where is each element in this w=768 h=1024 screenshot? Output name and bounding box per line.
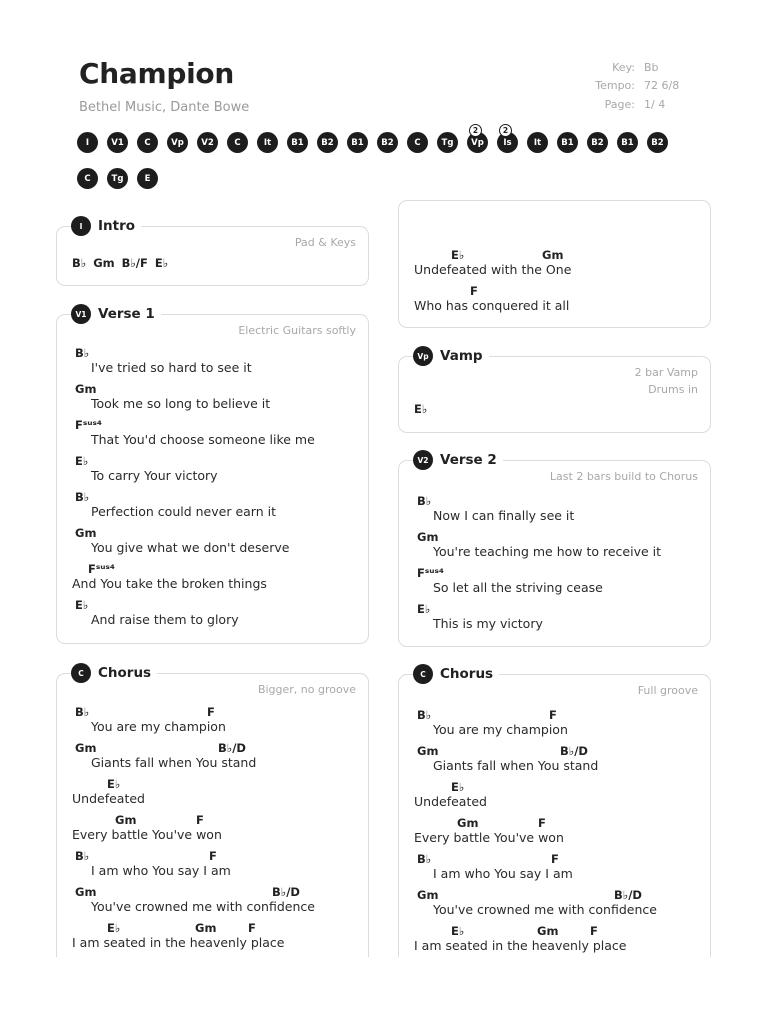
section-header bbox=[71, 304, 161, 324]
right-column bbox=[398, 0, 713, 957]
lyric-line: Giants fall when You stand bbox=[91, 755, 257, 770]
chord-symbol: Gm bbox=[75, 526, 97, 540]
lyric-line: Undefeated with the One bbox=[414, 262, 572, 277]
section-title: Chorus bbox=[98, 665, 152, 681]
flow-chip-e[interactable]: E bbox=[137, 168, 158, 189]
section-tag-badge[interactable]: I bbox=[71, 216, 91, 236]
section-note bbox=[638, 682, 698, 699]
lyric-line: I am who You say I am bbox=[433, 866, 573, 881]
section-title: Vamp bbox=[440, 348, 483, 364]
repeat-count-badge: 2 bbox=[499, 124, 512, 137]
section-note-line: Electric Guitars softly bbox=[238, 324, 356, 337]
chord-progression: B♭ Gm B♭/F E♭ bbox=[72, 256, 169, 270]
section-header bbox=[413, 450, 503, 470]
section-note bbox=[258, 681, 356, 698]
section-title: Verse 2 bbox=[440, 452, 497, 468]
chord-symbol: Gm bbox=[195, 921, 217, 935]
lyric-line: I am who You say I am bbox=[91, 863, 231, 878]
section-note-line: Pad & Keys bbox=[294, 236, 356, 249]
section-tag-badge[interactable]: Vp bbox=[413, 346, 433, 366]
lyric-line: And You take the broken things bbox=[72, 576, 267, 591]
chord-symbol: E♭ bbox=[451, 780, 465, 794]
chord-symbol: B♭ bbox=[75, 849, 90, 863]
section-header bbox=[413, 664, 499, 684]
chord-progression: E♭ bbox=[414, 402, 428, 416]
lyric-line: You give what we don't deserve bbox=[91, 540, 290, 555]
section-note-line: Full groove bbox=[637, 684, 698, 697]
lyric-line: Now I can finally see it bbox=[433, 508, 575, 523]
section-note-line: 2 bar Vamp bbox=[634, 366, 698, 379]
lyric-line: This is my victory bbox=[433, 616, 543, 631]
flow-chip-tg[interactable]: Tg bbox=[107, 168, 128, 189]
lyric-line: So let all the striving cease bbox=[433, 580, 603, 595]
lyric-line: Who has conquered it all bbox=[414, 298, 570, 313]
song-title: Champion bbox=[79, 57, 234, 90]
flow-chip-it[interactable]: It bbox=[527, 132, 548, 153]
chord-symbol: F bbox=[248, 921, 256, 935]
section-title: Intro bbox=[98, 218, 136, 234]
chord-symbol: E♭ bbox=[451, 248, 465, 262]
chord-symbol: Gm bbox=[75, 382, 97, 396]
section-tag-badge[interactable]: V1 bbox=[71, 304, 91, 324]
flow-chip-c[interactable]: C bbox=[227, 132, 248, 153]
flow-chip-c[interactable]: C bbox=[77, 168, 98, 189]
lyric-line: Every battle You've won bbox=[414, 830, 564, 845]
meta-value: 72 6/8 bbox=[644, 79, 680, 93]
chord-symbol: Gm bbox=[417, 744, 439, 758]
chord-symbol: E♭ bbox=[75, 598, 89, 612]
flow-chip-v1[interactable]: V1 bbox=[107, 132, 128, 153]
chord-symbol: F bbox=[209, 849, 217, 863]
chord-symbol: B♭ bbox=[75, 705, 90, 719]
section-note-line: Last 2 bars build to Chorus bbox=[549, 470, 698, 483]
song-artist: Bethel Music, Dante Bowe bbox=[79, 100, 250, 115]
lyric-line: You are my champion bbox=[433, 722, 568, 737]
lyric-line: You've crowned me with confidence bbox=[433, 902, 657, 917]
chord-symbol: B♭/D bbox=[614, 888, 642, 902]
chord-symbol: Fˢᵘˢ⁴ bbox=[417, 566, 444, 580]
chord-symbol: Fˢᵘˢ⁴ bbox=[75, 418, 102, 432]
flow-chip-tg[interactable]: Tg bbox=[437, 132, 458, 153]
lyric-line: Every battle You've won bbox=[72, 827, 222, 842]
section-note bbox=[238, 322, 356, 339]
flow-chip-b2[interactable]: B2 bbox=[317, 132, 338, 153]
flow-chip-c[interactable]: C bbox=[407, 132, 428, 153]
flow-chip-b1[interactable]: B1 bbox=[557, 132, 578, 153]
section-tag-badge[interactable]: C bbox=[413, 664, 433, 684]
chord-symbol: Gm bbox=[537, 924, 559, 938]
chord-symbol: F bbox=[551, 852, 559, 866]
section-tag-badge[interactable]: V2 bbox=[413, 450, 433, 470]
flow-chip-b1[interactable]: B1 bbox=[287, 132, 308, 153]
section-note bbox=[550, 468, 698, 485]
chord-symbol: B♭/D bbox=[560, 744, 588, 758]
chord-symbol: B♭ bbox=[417, 708, 432, 722]
section-header bbox=[71, 216, 141, 236]
meta-label: Page: bbox=[604, 97, 635, 111]
lyric-line: I've tried so hard to see it bbox=[91, 360, 252, 375]
flow-chip-it[interactable]: It bbox=[257, 132, 278, 153]
chord-symbol: F bbox=[470, 284, 478, 298]
lyric-line: You've crowned me with confidence bbox=[91, 899, 315, 914]
chord-symbol: F bbox=[207, 705, 215, 719]
meta-value: 1/ 4 bbox=[644, 97, 666, 111]
chord-symbol: Gm bbox=[542, 248, 564, 262]
meta-value: Bb bbox=[644, 60, 659, 74]
chord-symbol: E♭ bbox=[75, 454, 89, 468]
flow-chip-b2[interactable]: B2 bbox=[587, 132, 608, 153]
section-header bbox=[71, 663, 157, 683]
chord-symbol: E♭ bbox=[107, 777, 121, 791]
lyric-line: You're teaching me how to receive it bbox=[433, 544, 662, 559]
repeat-count-badge: 2 bbox=[469, 124, 482, 137]
flow-chip-c[interactable]: C bbox=[137, 132, 158, 153]
meta-label: Key: bbox=[612, 60, 635, 74]
section-note bbox=[635, 364, 698, 398]
lyric-line: I am seated in the heavenly place bbox=[414, 938, 627, 953]
flow-chip-v2[interactable]: V2 bbox=[197, 132, 218, 153]
chord-symbol: B♭ bbox=[75, 346, 90, 360]
flow-chip-b1[interactable]: B1 bbox=[347, 132, 368, 153]
lyric-line: Undefeated bbox=[72, 791, 145, 806]
flow-chip-b1[interactable]: B1 bbox=[617, 132, 638, 153]
flow-chip-is[interactable]: Is bbox=[497, 132, 518, 153]
chord-symbol: B♭ bbox=[417, 852, 432, 866]
flow-chip-b2[interactable]: B2 bbox=[377, 132, 398, 153]
lyric-line: You are my champion bbox=[91, 719, 226, 734]
flow-chip-vp[interactable]: Vp bbox=[167, 132, 188, 153]
chord-symbol: B♭ bbox=[417, 494, 432, 508]
lyric-line: That You'd choose someone like me bbox=[91, 432, 315, 447]
section-note-line: Bigger, no groove bbox=[257, 683, 356, 696]
chord-symbol: F bbox=[196, 813, 204, 827]
section-note bbox=[295, 234, 356, 251]
chord-symbol: Gm bbox=[417, 888, 439, 902]
section-header bbox=[413, 346, 489, 366]
chord-symbol: B♭/D bbox=[218, 741, 246, 755]
left-column bbox=[56, 0, 371, 957]
chord-symbol: F bbox=[590, 924, 598, 938]
chord-symbol: F bbox=[538, 816, 546, 830]
chord-symbol: E♭ bbox=[107, 921, 121, 935]
flow-chip-b2[interactable]: B2 bbox=[647, 132, 668, 153]
chord-symbol: B♭/D bbox=[272, 885, 300, 899]
flow-chip-vp[interactable]: Vp bbox=[467, 132, 488, 153]
section-title: Verse 1 bbox=[98, 306, 155, 322]
lyric-line: To carry Your victory bbox=[91, 468, 218, 483]
lyric-line: Perfection could never earn it bbox=[91, 504, 276, 519]
lyric-line: Undefeated bbox=[414, 794, 487, 809]
chord-symbol: Gm bbox=[457, 816, 479, 830]
chord-symbol: E♭ bbox=[417, 602, 431, 616]
chord-symbol: Gm bbox=[75, 741, 97, 755]
lyric-line: And raise them to glory bbox=[91, 612, 239, 627]
chord-symbol: Gm bbox=[115, 813, 137, 827]
chord-symbol: Gm bbox=[417, 530, 439, 544]
lyric-line: I am seated in the heavenly place bbox=[72, 935, 285, 950]
chord-symbol: E♭ bbox=[451, 924, 465, 938]
meta-label: Tempo: bbox=[595, 79, 635, 93]
chord-symbol: Gm bbox=[75, 885, 97, 899]
lyric-line: Giants fall when You stand bbox=[433, 758, 599, 773]
chord-symbol: Fˢᵘˢ⁴ bbox=[88, 562, 115, 576]
chord-symbol: B♭ bbox=[75, 490, 90, 504]
flow-chip-i[interactable]: I bbox=[77, 132, 98, 153]
chord-symbol: F bbox=[549, 708, 557, 722]
section-note-line: Drums in bbox=[648, 383, 698, 396]
section-tag-badge[interactable]: C bbox=[71, 663, 91, 683]
section-title: Chorus bbox=[440, 666, 494, 682]
lyric-line: Took me so long to believe it bbox=[91, 396, 271, 411]
